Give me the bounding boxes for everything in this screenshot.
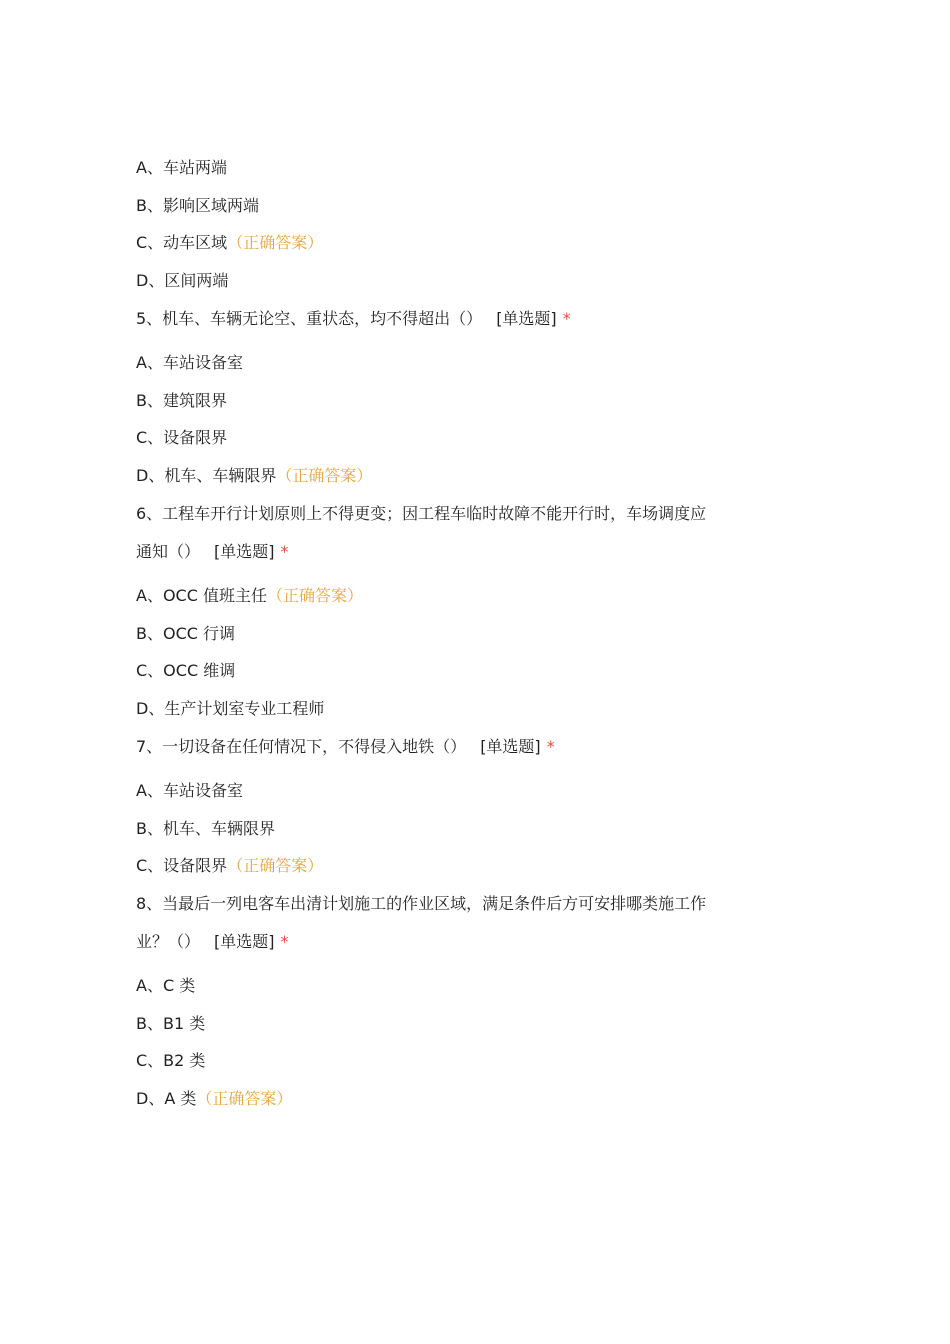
answer-option: [136, 854, 776, 878]
answer-option: [136, 389, 776, 413]
answer-option: [136, 659, 776, 683]
question-title: [136, 892, 776, 954]
option-text: C、设备限界: [136, 856, 228, 876]
question-text: 7、一切设备在任何情况下，不得侵入地铁（）: [136, 736, 467, 756]
option-text: C、B2 类: [136, 1051, 206, 1071]
question-text: 通知（）: [136, 541, 201, 561]
answer-option: [136, 464, 776, 488]
question-type-label: [单选题]: [214, 931, 275, 951]
option-text: C、动车区域: [136, 233, 228, 253]
option-text: B、建筑限界: [136, 390, 227, 410]
answer-option: [136, 426, 776, 450]
required-mark: *: [280, 931, 289, 951]
question-text-line: [136, 735, 776, 759]
required-mark: *: [546, 736, 555, 756]
survey-page: [136, 156, 776, 1125]
option-text: A、OCC 值班主任: [136, 585, 267, 605]
answer-option: [136, 194, 776, 218]
answer-option: [136, 1049, 776, 1073]
correct-answer-tag: （正确答案）: [227, 233, 324, 253]
answer-option: [136, 697, 776, 721]
question-text-line: [136, 540, 776, 564]
answer-option: [136, 156, 776, 180]
option-text: C、OCC 维调: [136, 661, 236, 681]
answer-option: [136, 269, 776, 293]
option-text: A、车站设备室: [136, 353, 243, 373]
option-text: B、机车、车辆限界: [136, 818, 275, 838]
question-type-label: [单选题]: [480, 736, 541, 756]
question-text: 6、工程车开行计划原则上不得更变；因工程车临时故障不能开行时，车场调度应: [136, 504, 707, 524]
question-block: [136, 307, 776, 488]
option-text: D、区间两端: [136, 271, 229, 291]
option-text: D、A 类: [136, 1089, 197, 1108]
previous-question-options: [136, 156, 776, 293]
question-text: 5、机车、车辆无论空、重状态，均不得超出（）: [136, 309, 483, 329]
answer-option: [136, 351, 776, 375]
option-text: B、OCC 行调: [136, 623, 236, 643]
question-type-label: [单选题]: [214, 541, 275, 561]
answer-option: [136, 1012, 776, 1036]
question-type-label: [单选题]: [496, 309, 557, 329]
required-mark: *: [562, 309, 571, 329]
answer-option: [136, 1087, 776, 1111]
option-text: D、生产计划室专业工程师: [136, 698, 325, 718]
answer-option: [136, 231, 776, 255]
correct-answer-tag: （正确答案）: [276, 466, 373, 486]
option-text: A、车站设备室: [136, 780, 243, 800]
question-title: [136, 502, 776, 564]
correct-answer-tag: （正确答案）: [196, 1089, 293, 1108]
question-text-line: [136, 307, 776, 331]
question-title: [136, 735, 776, 759]
question-text-line: [136, 892, 776, 916]
answer-option: [136, 779, 776, 803]
question-block: [136, 735, 776, 878]
option-text: D、机车、车辆限界: [136, 466, 277, 486]
answer-option: [136, 817, 776, 841]
option-text: B、影响区域两端: [136, 195, 259, 215]
question-block: [136, 502, 776, 721]
option-text: B、B1 类: [136, 1013, 206, 1033]
question-block: [136, 892, 776, 1111]
required-mark: *: [280, 541, 289, 561]
answer-option: [136, 622, 776, 646]
option-text: A、车站两端: [136, 158, 227, 177]
question-title: [136, 307, 776, 331]
correct-answer-tag: （正确答案）: [266, 585, 363, 605]
question-text: 8、当最后一列电客车出清计划施工的作业区域，满足条件后方可安排哪类施工作: [136, 894, 707, 914]
question-text-line: [136, 502, 776, 526]
correct-answer-tag: （正确答案）: [227, 856, 324, 876]
question-text-line: [136, 930, 776, 954]
option-text: C、设备限界: [136, 428, 228, 448]
answer-option: [136, 974, 776, 998]
question-text: 业？（）: [136, 931, 201, 951]
option-text: A、C 类: [136, 975, 196, 995]
answer-option: [136, 584, 776, 608]
